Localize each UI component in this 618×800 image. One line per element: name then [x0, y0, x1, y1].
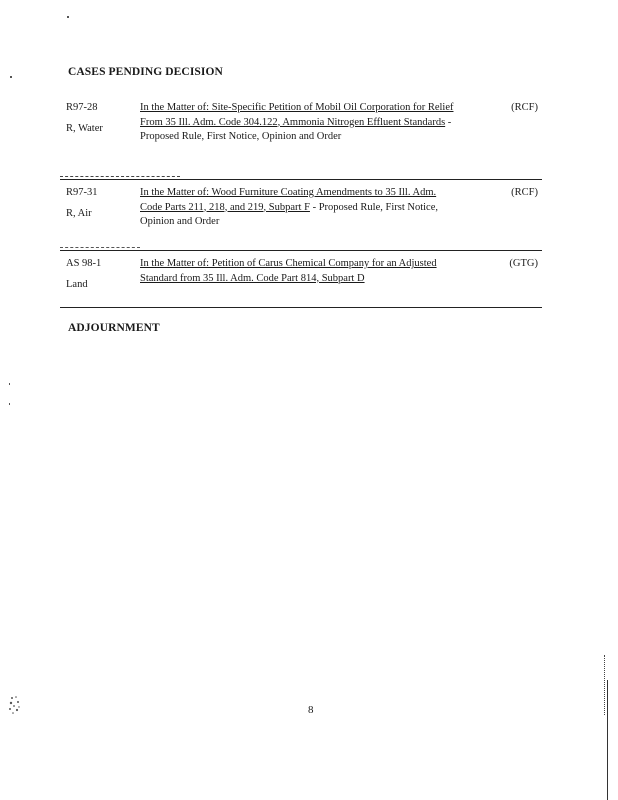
case-description: [140, 101, 458, 145]
scan-artifact-icon: [8, 695, 22, 715]
cases-pending-heading: CASES PENDING DECISION: [68, 66, 223, 78]
case-action: - Proposed Rule, First Notice, Opinion and Order: [140, 201, 438, 227]
case-number: R97-28: [66, 102, 98, 113]
case-initials: (GTG): [509, 258, 538, 269]
scan-speck: [9, 403, 10, 405]
case-subject: R, Air: [66, 208, 92, 219]
case-title: In the Matter of: Petition of Carus Chemical Company for an Adjusted Standard from 35 Ill. Adm. Code Part 814, Subpart D: [140, 258, 437, 284]
divider-line: [60, 247, 140, 248]
divider-line: [60, 307, 542, 308]
case-initials: (RCF): [511, 187, 538, 198]
divider-line: [60, 250, 542, 251]
case-subject: Land: [66, 279, 88, 290]
case-number: R97-31: [66, 187, 98, 198]
case-title: In the Matter of: Wood Furniture Coating Amendments to 35 Ill. Adm. Code Parts 211, 218, and 219, Subpart F: [140, 187, 437, 213]
scan-speck: [9, 383, 10, 385]
scan-speck: [67, 16, 69, 18]
case-initials: (RCF): [511, 102, 538, 113]
scan-speck: [10, 76, 12, 78]
case-description: [140, 257, 458, 286]
case-title: In the Matter of: Site-Specific Petition of Mobil Oil Corporation for Relief From 35 Ill. Adm. Code 304.122, Ammonia Nitrogen Effluent Standards: [140, 102, 454, 128]
divider-line: [60, 179, 542, 180]
case-number: AS 98-1: [66, 258, 102, 269]
case-subject: R, Water: [66, 123, 103, 134]
case-action: - Proposed Rule, First Notice, Opinion and Order: [140, 116, 452, 142]
adjournment-heading: ADJOURNMENT: [68, 322, 160, 334]
scan-edge-mark: [604, 655, 606, 715]
case-description: [140, 186, 458, 230]
divider-line: [60, 176, 180, 177]
scan-edge-mark: [607, 680, 608, 800]
page-number: 8: [308, 704, 314, 716]
